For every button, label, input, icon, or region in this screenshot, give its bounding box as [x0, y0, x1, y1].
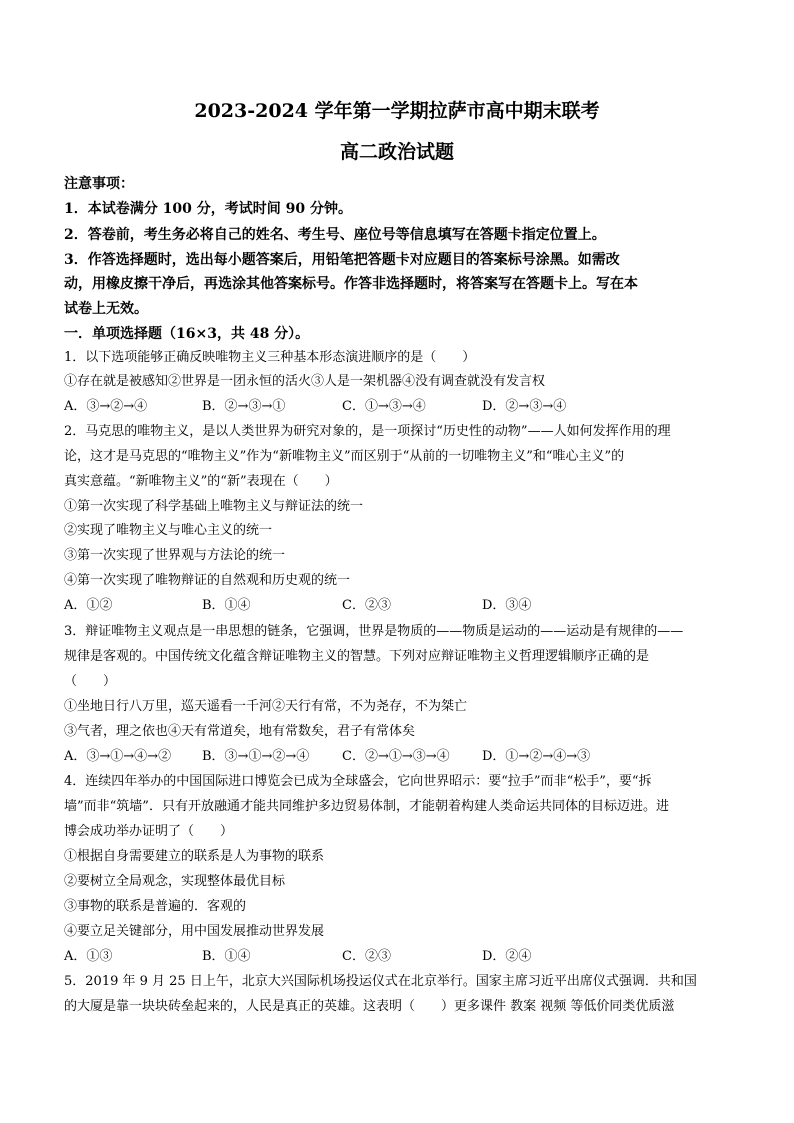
question-4-stem: 墙”而非“筑墙”．只有开放融通才能共同维护多边贸易体制，才能朝着构建人类命运共同体的目标迈进。进 — [64, 799, 669, 814]
section-heading: 一．单项选择题（16×3，共 48 分）。 — [64, 326, 310, 342]
question-1-statements: ①存在就是被感知②世界是一团永恒的活火③人是一架机器④没有调查就没有发言权 — [64, 374, 546, 389]
question-2-statement: ④第一次实现了唯物辩证的自然观和历史观的统一 — [64, 573, 351, 588]
question-5-stem: 的大厦是靠一块块砖垒起来的，人民是真正的英雄。这表明（ ）更多课件 教案 视频 等低价同类优质滋 — [64, 999, 675, 1014]
question-3-stem: 3．辩证唯物主义观点是一串思想的链条，它强调，世界是物质的——物质是运动的——运动是有规律的—— — [64, 624, 684, 639]
notes-line: 试卷上无效。 — [64, 301, 148, 317]
question-3-stem: 规律是客观的。中国传统文化蕴含辩证唯物主义的智慧。下列对应辩证唯物主义哲理逻辑顺序正确的是 — [64, 649, 650, 664]
question-2-statement: ③第一次实现了世界观与方法论的统一 — [64, 548, 286, 563]
question-3-statement: ①坐地日行八万里，巡天遥看一千河②天行有常，不为尧存，不为桀亡 — [64, 699, 468, 714]
question-4-statement: ①根据自身需要建立的联系是人为事物的联系 — [64, 849, 325, 864]
option-a: A．①③ — [64, 949, 113, 964]
question-2-statement: ②实现了唯物主义与唯心主义的统一 — [64, 523, 273, 538]
exam-subtitle: 高二政治试题 — [339, 141, 454, 163]
option-c: C．②③ — [342, 949, 391, 964]
question-3-options — [64, 749, 744, 765]
option-c: C．②→①→③→④ — [342, 749, 450, 764]
question-2-stem: 论，这才是马克思的“唯物主义”作为“新唯物主义”而区别于“从前的一切唯物主义”和“唯心主义”的 — [64, 449, 625, 464]
option-a: A．③→②→④ — [64, 399, 148, 414]
option-d: D．③④ — [482, 598, 532, 613]
question-4-statement: ③事物的联系是普遍的．客观的 — [64, 899, 247, 914]
option-a: A．③→①→④→② — [64, 749, 172, 764]
notes-line: 3．作答选择题时，选出每小题答案后，用铅笔把答题卡对应题目的答案标号涂黑。如需改 — [64, 252, 620, 268]
option-d: D．②④ — [482, 949, 532, 964]
option-a: A．①② — [64, 598, 113, 613]
option-d: D．①→②→④→③ — [482, 749, 591, 764]
question-4-statement: ④要立足关键部分，用中国发展推动世界发展 — [64, 924, 325, 939]
question-1-stem: 1．以下选项能够正确反映唯物主义三种基本形态演进顺序的是（ ） — [64, 350, 476, 365]
question-5-stem: 5．2019 年 9 月 25 日上午，北京大兴国际机场投运仪式在北京举行。国家主席习近平出席仪式强调．共和国 — [64, 974, 697, 989]
option-b: B．②→③→① — [202, 399, 286, 414]
notes-line: 1．本试卷满分 100 分，考试时间 90 分钟。 — [64, 201, 352, 217]
notes-heading: 注意事项： — [64, 176, 134, 192]
question-4-stem: 4．连续四年举办的中国国际进口博览会已成为全球盛会，它向世界昭示：要“拉手”而非“松手”，要“拆 — [64, 774, 652, 789]
question-2-options — [64, 598, 744, 614]
question-2-stem: 真实意蕴。“新唯物主义”的“新”表现在（ ） — [64, 474, 338, 489]
question-1-options — [64, 399, 744, 415]
question-3-statement: ③气者，理之依也④天有常道矣，地有常数矣，君子有常体矣 — [64, 724, 416, 739]
option-d: D．②→③→④ — [482, 399, 567, 414]
exam-title: 2023-2024 学年第一学期拉萨市高中期末联考 — [194, 100, 600, 122]
question-3-stem: （ ） — [64, 674, 117, 689]
option-b: B．①④ — [202, 949, 251, 964]
question-4-stem: 博会成功举办证明了（ ） — [64, 824, 234, 839]
notes-line: 动，用橡皮擦干净后，再选涂其他答案标号。作答非选择题时，将答案写在答题卡上。写在本 — [64, 276, 638, 292]
question-2-statement: ①第一次实现了科学基础上唯物主义与辩证法的统一 — [64, 499, 364, 514]
option-b: B．③→①→②→④ — [202, 749, 310, 764]
question-4-options — [64, 949, 744, 965]
question-2-stem: 2．马克思的唯物主义，是以人类世界为研究对象的，是一项探讨“历史性的动物”——人如何发挥作用的理 — [64, 424, 671, 439]
option-b: B．①④ — [202, 598, 251, 613]
question-4-statement: ②要树立全局观念，实现整体最优目标 — [64, 874, 286, 889]
option-c: C．①→③→④ — [342, 399, 426, 414]
option-c: C．②③ — [342, 598, 391, 613]
notes-line: 2．答卷前，考生务必将自己的姓名、考生号、座位号等信息填写在答题卡指定位置上。 — [64, 227, 606, 243]
